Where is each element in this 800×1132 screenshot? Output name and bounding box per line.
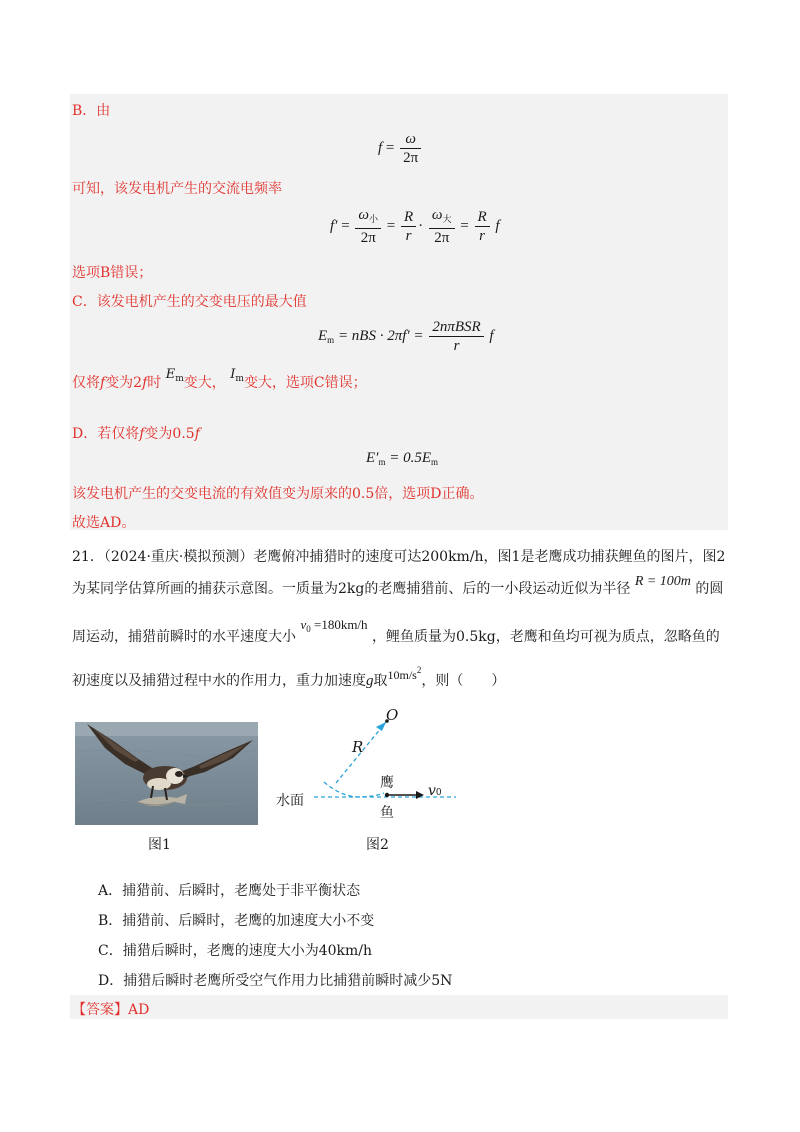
text: 周运动，捕猎前瞬时的水平速度大小 xyxy=(72,629,296,645)
v-symbol: v xyxy=(428,783,436,799)
option-d: D．捕猎后瞬时老鹰所受空气作用力比捕猎前瞬时减少5N xyxy=(98,973,453,989)
text: D．若仅将 xyxy=(72,426,140,442)
frac-den: r xyxy=(479,228,485,244)
text: 变大， xyxy=(183,375,226,391)
option-b-wrong: 选项B错误； xyxy=(72,265,153,281)
frac-den: 2π xyxy=(360,230,376,246)
g-symbol: g xyxy=(366,673,374,689)
frac-den: r xyxy=(453,338,460,354)
capture-diagram xyxy=(270,700,470,830)
label-eagle: 鹰 xyxy=(380,775,394,791)
f-tail: f xyxy=(489,327,494,344)
sub-m: m xyxy=(175,374,184,384)
eagle-photo-image xyxy=(75,722,258,825)
text: 变为2 xyxy=(105,375,143,391)
sub-m: m xyxy=(431,457,439,467)
option-b-intro: B．由 xyxy=(72,103,111,119)
answer-line xyxy=(72,999,149,1019)
text: 变为0.5 xyxy=(144,426,195,442)
f-symbol: f xyxy=(194,426,200,442)
eagle-photo xyxy=(75,722,258,825)
sub-0: 0 xyxy=(435,788,442,798)
question-line-3 xyxy=(72,617,720,646)
f-prime-formula: f′ = $\frac{\omega_小}{2\pi}$ = $\frac{R}{r}$ · $\frac{\omega_大}{2\pi}$ = $\frac{R}{r}$ f xyxy=(330,207,500,246)
f-prime-symbol: f′ xyxy=(330,217,338,234)
velocity-value: =180km/h xyxy=(310,617,368,632)
question-line-2 xyxy=(72,574,724,598)
em-symbol: E xyxy=(165,367,176,382)
em-prime-formula xyxy=(366,450,438,467)
label-fish: 鱼 xyxy=(380,805,394,821)
label-o: O xyxy=(386,706,399,724)
radius-arrow-head xyxy=(376,722,386,731)
option-c: C．捕猎后瞬时，老鹰的速度大小为40km/h xyxy=(98,943,373,959)
frac-num: R xyxy=(401,208,416,227)
frequency-formula xyxy=(378,130,423,167)
answer-value: AD xyxy=(128,1002,150,1018)
v-symbol: v xyxy=(300,617,307,632)
frac-omega-big xyxy=(429,206,455,247)
option-a: A．捕猎前、后瞬时，老鹰处于非平衡状态 xyxy=(98,883,361,899)
frac-omega-small xyxy=(355,206,381,247)
question-line-4 xyxy=(72,665,506,690)
answer-panel xyxy=(70,995,728,1019)
text: 的圆 xyxy=(695,581,724,597)
omega: ω xyxy=(431,207,443,223)
label-r: R xyxy=(352,738,364,756)
text: ，则（ ） xyxy=(421,673,506,689)
final-choice: 故选AD。 xyxy=(72,515,136,531)
frac-num: ω xyxy=(400,130,421,149)
frac-r-ratio xyxy=(401,208,416,245)
option-b: B．捕猎前、后瞬时，老鹰的加速度大小不变 xyxy=(98,913,375,929)
em-formula xyxy=(318,318,494,355)
frac-den: 2π xyxy=(434,230,450,246)
text: 时 xyxy=(147,375,162,391)
text: 初速度以及捕猎过程中水的作用力，重力加速度 xyxy=(72,673,366,689)
frac-r-ratio-2 xyxy=(475,208,490,245)
im-symbol: I xyxy=(230,367,236,382)
f-tail: f xyxy=(495,217,500,234)
sub-small: 小 xyxy=(369,214,379,224)
em-fraction xyxy=(429,318,483,355)
radius-math: R = 100m xyxy=(634,574,691,589)
option-c-line xyxy=(72,367,367,393)
capture-diagram-svg xyxy=(270,700,470,830)
frac-num: R xyxy=(475,208,490,227)
omega-fraction xyxy=(400,130,421,167)
equals: = xyxy=(385,139,395,156)
omega: ω xyxy=(358,207,370,223)
label-v0 xyxy=(428,783,442,799)
option-d-line xyxy=(72,423,200,443)
question-line-1: 21．（2024·重庆·模拟预测）老鹰俯冲捕猎时的速度可达200km/h，图1是老鹰成功捕获鲤鱼的图片，图2 xyxy=(72,549,726,565)
text: 为某同学估算所画的捕获示意图。一质量为2kg的老鹰捕猎前、后的一小段运动近似为半径 xyxy=(72,581,631,597)
sub-big: 大 xyxy=(442,214,452,224)
velocity-arrow-head xyxy=(416,791,424,799)
text: 取 xyxy=(373,673,388,689)
em-prime-mid: = 0.5E xyxy=(389,450,432,466)
f-symbol: f xyxy=(139,426,145,442)
text: ，鲤鱼质量为0.5kg，老鹰和鱼均可视为质点，忽略鱼的 xyxy=(372,629,720,645)
frac-num: 2nπBSR xyxy=(429,318,483,337)
frequency-text: 可知，该发电机产生的交流电频率 xyxy=(72,181,282,197)
sub-0: 0 xyxy=(306,624,311,634)
sub-m: m xyxy=(327,334,335,345)
label-water: 水面 xyxy=(276,793,304,809)
em-mid: = nBS · 2πf′ = xyxy=(337,327,424,344)
circle-arc xyxy=(324,782,384,797)
sub-m: m xyxy=(235,374,244,384)
text: 仅将 xyxy=(72,375,100,391)
f-symbol: f xyxy=(100,375,106,391)
e-symbol: E xyxy=(318,327,328,344)
f-symbol: f xyxy=(142,375,148,391)
g-value: 10m/s xyxy=(387,668,417,682)
e-prime-symbol: E′ xyxy=(366,450,379,466)
sup-2: 2 xyxy=(416,665,422,675)
sub-m: m xyxy=(378,457,386,467)
option-d-result: 该发电机产生的交变电流的有效值变为原来的0.5倍，选项D正确。 xyxy=(72,486,484,502)
text: 变大，选项C错误； xyxy=(243,375,367,391)
option-c-intro: C．该发电机产生的交变电压的最大值 xyxy=(72,294,307,310)
f-symbol: f xyxy=(378,139,383,156)
frac-den: 2π xyxy=(403,150,419,166)
fig2-caption: 图2 xyxy=(366,837,389,853)
frac-den: r xyxy=(405,228,412,244)
fig1-caption: 图1 xyxy=(148,837,171,853)
answer-label: 【答案】 xyxy=(72,1002,128,1018)
